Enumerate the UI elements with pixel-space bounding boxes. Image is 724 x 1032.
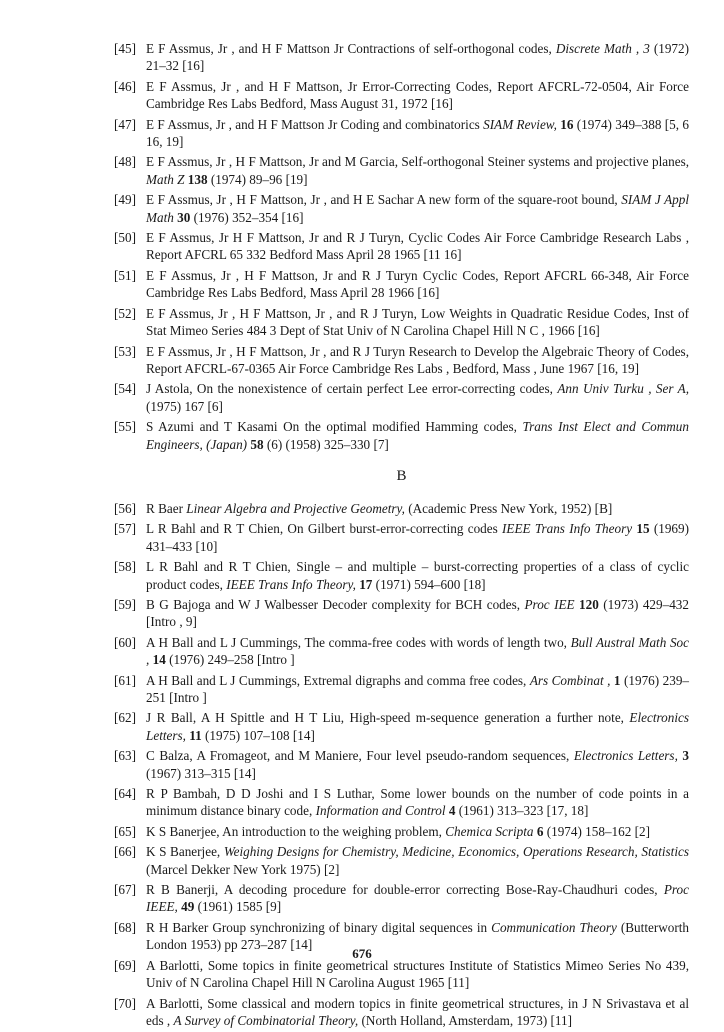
reference-entry [114, 881, 689, 916]
reference-number: [60] [114, 634, 136, 650]
reference-entry [114, 229, 689, 264]
reference-entry [114, 520, 689, 555]
reference-text: K S Banerjee, An introduction to the weighing problem, Chemica Scripta 6 (1974) 158–162 [2] [146, 823, 650, 839]
reference-entry [114, 785, 689, 820]
reference-text: A H Ball and L J Cummings, The comma-free codes with words of length two, Bull Austral Math Soc , 14 (1976) 249–258 [Intro ] [146, 634, 689, 668]
reference-number: [57] [114, 521, 136, 537]
section-heading-b: B [396, 467, 407, 484]
reference-number: [54] [114, 381, 136, 397]
reference-text: R B Banerji, A decoding procedure for double-error correcting Bose-Ray-Chaudhuri codes, Proc IEEE, 49 (1961) 1585 [9] [146, 882, 689, 915]
reference-number: [67] [114, 882, 136, 898]
reference-list-a [114, 40, 689, 453]
reference-entry [114, 500, 689, 517]
reference-text: B G Bajoga and W J Walbesser Decoder complexity for BCH codes, Proc IEE 120 (1973) 429–432 [Intro , 9] [146, 596, 689, 630]
reference-number: [51] [114, 267, 136, 283]
reference-number: [58] [114, 559, 136, 575]
reference-text: E F Assmus, Jr , H F Mattson, Jr , and R J Turyn Research to Develop the Algebraic Theory of Codes, Report AFCRL-67-0365 Air Force Cambridge Res Labs , Bedford, Mass , June 1967 [16, 19] [146, 343, 689, 376]
reference-entry [114, 596, 689, 631]
reference-entry [114, 672, 689, 707]
reference-text: A H Ball and L J Cummings, Extremal digraphs and comma free codes, Ars Combinat , 1 (1976) 239–251 [Intro ] [146, 672, 690, 705]
bibliography-page [114, 40, 689, 1032]
reference-number: [52] [114, 305, 136, 321]
reference-text: E F Assmus, Jr , H F Mattson, Jr , and H E Sachar A new form of the square-root bound, SIAM J Appl Math 30 (1976) 352–354 [16] [146, 192, 689, 225]
reference-text: A Barlotti, Some classical and modern topics in finite geometrical structures, in J N Srivastava et al eds , A Survey of Combinatorial Theory, (North Holland, Amsterdam, 1973) [11] [146, 995, 689, 1028]
reference-number: [50] [114, 230, 136, 246]
reference-entry [114, 709, 689, 744]
reference-text: E F Assmus, Jr , and H F Mattson, Jr Error-Correcting Codes, Report AFCRL-72-0504, Air Force Cambridge Res Labs Bedford, Mass August 31, 1972 [16] [146, 78, 689, 112]
reference-text: E F Assmus, Jr , H F Mattson, Jr and R J Turyn Cyclic Codes, Report AFCRL 66-348, Air Force Cambridge Res Labs Bedford, Mass April 28 1966 [16] [146, 267, 689, 301]
reference-entry [114, 343, 689, 378]
reference-number: [59] [114, 596, 136, 612]
reference-text: R Baer Linear Algebra and Projective Geometry, (Academic Press New York, 1952) [B] [146, 500, 613, 516]
reference-entry [114, 418, 689, 453]
page-number: 676 [352, 946, 372, 961]
reference-text: E F Assmus, Jr , H F Mattson, Jr , and R J Turyn, Low Weights in Quadratic Residue Codes, Inst of Stat Mimeo Series 484 3 Dept of Stat Univ of N Carolina Chapel Hill N C , 1966 [16] [146, 305, 689, 339]
reference-number: [68] [114, 919, 136, 935]
reference-number: [49] [114, 192, 136, 208]
reference-text: R H Barker Group synchronizing of binary digital sequences in Communication Theory (Butterworth London 1953) pp 273–287 [14] [146, 919, 689, 953]
reference-number: [53] [114, 343, 136, 359]
reference-entry [114, 78, 689, 113]
reference-entry [114, 153, 689, 188]
reference-number: [70] [114, 995, 136, 1011]
reference-entry [114, 40, 689, 75]
reference-text: S Azumi and T Kasami On the optimal modified Hamming codes, Trans Inst Elect and Commun Engineers, (Japan) 58 (6) (1958) 325–330 [7] [146, 419, 689, 452]
reference-text: L R Bahl and R T Chien, On Gilbert burst-error-correcting codes IEEE Trans Info Theory 15 (1969) 431–433 [10] [146, 521, 689, 554]
reference-entry [114, 267, 689, 302]
reference-text: L R Bahl and R T Chien, Single – and multiple – burst-correcting properties of a class of cyclic product codes, IEEE Trans Info Theory, 17 (1971) 594–600 [18] [146, 559, 689, 592]
reference-text: A Barlotti, Some topics in finite geometrical structures Institute of Statistics Mimeo Series No 439, Univ of N Carolina Chapel Hill N Carolina August 1965 [11] [146, 957, 689, 991]
reference-text: E F Assmus, Jr H F Mattson, Jr and R J Turyn, Cyclic Codes Air Force Cambridge Research Labs , Report AFCRL 65 332 Bedford Mass April 28 1965 [11 16] [146, 230, 689, 263]
reference-text: E F Assmus, Jr , and H F Mattson Jr Coding and combinatorics SIAM Review, 16 (1974) 349–388 [5, 6 16, 19] [146, 116, 689, 150]
reference-number: [48] [114, 154, 136, 170]
reference-number: [62] [114, 710, 136, 726]
reference-entry [114, 191, 689, 226]
reference-entry [114, 634, 689, 669]
reference-number: [69] [114, 957, 136, 973]
reference-text: K S Banerjee, Weighing Designs for Chemistry, Medicine, Economics, Operations Research, Statistics (Marcel Dekker New York 1975) [2] [146, 844, 689, 877]
reference-text: E F Assmus, Jr , and H F Mattson Jr Contractions of self-orthogonal codes, Discrete Math , 3 (1972) 21–32 [16] [146, 41, 689, 74]
reference-number: [55] [114, 419, 136, 435]
reference-text: C Balza, A Fromageot, and M Maniere, Four level pseudo-random sequences, Electronics Letters, 3 (1967) 313–315 [14] [146, 748, 690, 781]
reference-entry [114, 116, 689, 151]
reference-number: [63] [114, 748, 136, 764]
reference-entry [114, 380, 689, 415]
reference-entry [114, 305, 689, 340]
reference-entry [114, 558, 689, 593]
reference-number: [65] [114, 823, 136, 839]
reference-text: E F Assmus, Jr , H F Mattson, Jr and M Garcia, Self-orthogonal Steiner systems and projective planes, Math Z 138 (1974) 89–96 [19] [146, 154, 689, 187]
reference-entry [114, 843, 689, 878]
reference-number: [61] [114, 672, 136, 688]
reference-number: [47] [114, 116, 136, 132]
reference-text: J R Ball, A H Spittle and H T Liu, High-speed m-sequence generation a further note, Electronics Letters, 11 (1975) 107–108 [14] [146, 710, 689, 743]
reference-number: [45] [114, 41, 136, 56]
reference-number: [56] [114, 500, 136, 516]
reference-number: [46] [114, 78, 136, 94]
reference-number: [64] [114, 786, 136, 802]
reference-text: J Astola, On the nonexistence of certain perfect Lee error-correcting codes, Ann Univ Turku , Ser A, (1975) 167 [6] [146, 381, 689, 414]
reference-text: R P Bambah, D D Joshi and I S Luthar, Some lower bounds on the number of code points in a minimum distance binary code, Information and Control 4 (1961) 313–323 [17, 18] [146, 786, 689, 819]
reference-entry [114, 747, 689, 782]
reference-entry [114, 823, 689, 840]
reference-number: [66] [114, 844, 136, 860]
